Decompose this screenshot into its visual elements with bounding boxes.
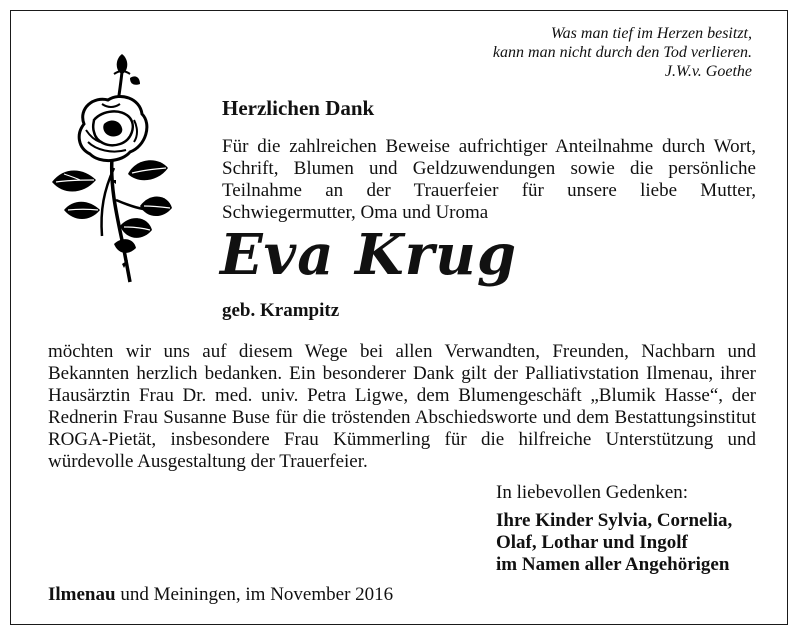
signature-line: Olaf, Lothar und Ingolf	[496, 532, 688, 553]
place-rest: und Meiningen, im November 2016	[115, 584, 394, 605]
quote-author: J.W.v. Goethe	[664, 63, 752, 80]
quote-line-2: kann man nicht durch den Tod verlieren.	[492, 44, 752, 61]
signature-lead: In liebevollen Gedenken:	[496, 482, 689, 503]
birth-name: geb. Krampitz	[222, 300, 340, 321]
goethe-quote	[493, 24, 752, 81]
thanks-heading: Herzlichen Dank	[222, 96, 375, 120]
signature-line: Ihre Kinder Sylvia, Cornelia,	[496, 510, 733, 531]
signature-block	[496, 482, 732, 576]
thanks-paragraph: möchten wir uns auf diesem Wege bei allen Verwandten, Freunden, Nachbarn und Bekannten herzlich bedanken. Ein besonderer Dank gilt der Palliativstation Ilmenau, ihrer Hausärztin Frau Dr. med. univ. Petra Ligwe, dem Blumengeschäft „Blumik Hasse“, der Rednerin Frau Susanne Buse für die tröstenden Abschiedsworte und dem Bestattungsinstitut ROGA-Pietät, insbesondere Frau Kümmerling für die hilfreiche Unterstützung und würdevolle Ausgestaltung der Trauerfeier.	[48, 341, 756, 472]
rose-icon	[44, 50, 174, 286]
signature-line: im Namen aller Angehörigen	[496, 554, 730, 575]
deceased-name: Eva Krug	[220, 222, 518, 288]
intro-paragraph: Für die zahlreichen Beweise aufrichtiger Anteilnahme durch Wort, Schrift, Blumen und Geldzuwendungen sowie die persönliche Teilnahme an der Trauerfeier für unsere liebe Mutter, Schwiegermutter, Oma und Uroma	[222, 136, 756, 223]
signature-names	[496, 510, 732, 576]
place-date	[48, 584, 393, 606]
quote-line-1: Was man tief im Herzen besitzt,	[550, 25, 752, 42]
place-city: Ilmenau	[48, 584, 116, 605]
